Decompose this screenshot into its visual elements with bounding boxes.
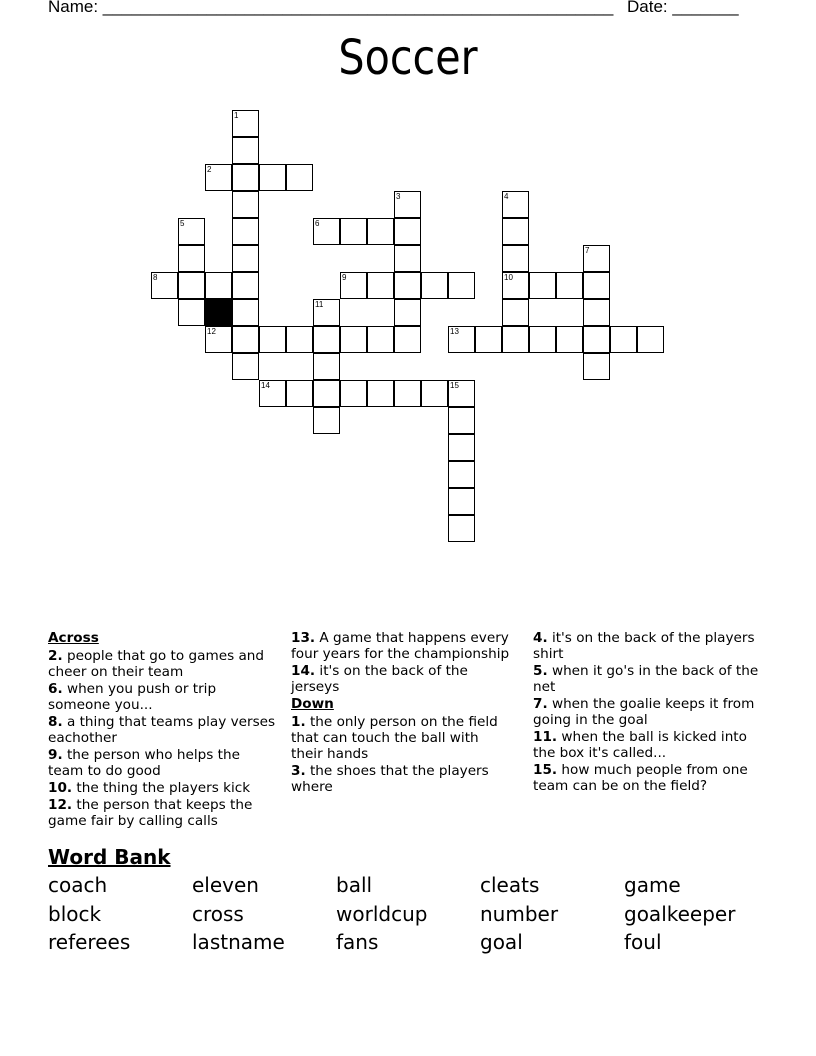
grid-cell[interactable] [502,326,529,353]
clue-text: when you push or trip someone you... [48,681,217,713]
grid-cell[interactable] [583,272,610,299]
clue-number: 3. [291,763,306,779]
grid-cell[interactable] [502,245,529,272]
word-bank-title: Word Bank [48,845,171,869]
grid-cell[interactable] [367,326,394,353]
grid-cell[interactable] [178,218,205,245]
grid-cell[interactable] [367,218,394,245]
word-bank-word: worldcup [336,901,428,926]
clue-across-12 [48,797,278,829]
grid-cell[interactable] [394,218,421,245]
clue-text: it's on the back of the jerseys [291,663,468,695]
clue-text: when it go's in the back of the net [533,663,759,695]
cell-number: 13 [450,327,459,336]
word-bank-word: foul [624,930,662,954]
clue-text: when the goalie keeps it from going in the goal [533,696,755,728]
word-bank-word: referees [48,930,131,954]
grid-cell[interactable] [232,353,259,380]
clue-across-8 [48,714,278,746]
clues-column-2 [291,630,513,796]
clue-text: the person that keeps the game fair by calling calls [48,797,253,829]
clue-text: A game that happens every four years for the championship [291,630,510,662]
name-field[interactable]: Name: ______________________________________________________ [48,0,614,16]
clue-number: 11. [533,729,558,745]
word-bank-word: number [480,901,559,926]
clue-text: the thing the players kick [72,780,251,796]
black-cell [205,299,232,326]
grid-cell[interactable] [583,353,610,380]
grid-cell[interactable] [583,326,610,353]
cell-number: 1 [234,111,239,120]
date-field[interactable]: Date: _______ [627,0,739,16]
clue-number: 9. [48,747,63,763]
grid-cell[interactable] [340,272,367,299]
grid-cell[interactable] [313,380,340,407]
clues-column-1 [48,630,278,830]
grid-cell[interactable] [232,326,259,353]
cell-number: 4 [504,192,509,201]
word-bank-word: ball [336,873,373,897]
grid-cell[interactable] [232,299,259,326]
clue-across-2 [48,648,278,680]
clue-number: 2. [48,648,63,664]
word-bank-word: cleats [480,873,540,897]
clue-text: the only person on the field that can touch the ball with their hands [291,714,498,762]
word-bank-word: lastname [192,930,285,954]
grid-cell[interactable] [340,380,367,407]
grid-cell[interactable] [448,461,475,488]
clue-text: a thing that teams play verses eachother [48,714,276,746]
grid-cell[interactable] [232,110,259,137]
grid-cell[interactable] [448,434,475,461]
page-title: Soccer [338,30,478,86]
grid-cell[interactable] [205,164,232,191]
grid-cell[interactable] [313,407,340,434]
clue-number: 15. [533,762,558,778]
cell-number: 6 [315,219,320,228]
clue-across-10 [48,780,278,796]
clue-down-1 [291,714,513,762]
cell-number: 2 [207,165,212,174]
word-bank-word: block [48,901,102,926]
grid-cell[interactable] [313,326,340,353]
grid-cell[interactable] [529,326,556,353]
clue-number: 8. [48,714,63,730]
grid-cell[interactable] [313,218,340,245]
clue-text: the shoes that the players where [291,763,489,795]
clue-across-9 [48,747,278,779]
grid-cell[interactable] [637,326,664,353]
clue-number: 10. [48,780,73,796]
grid-cell[interactable] [259,380,286,407]
down-heading: Down [291,696,334,712]
grid-cell[interactable] [259,326,286,353]
grid-cell[interactable] [502,299,529,326]
grid-cell[interactable] [205,272,232,299]
grid-cell[interactable] [529,272,556,299]
clue-down-11 [533,729,768,761]
grid-cell[interactable] [448,407,475,434]
grid-cell[interactable] [475,326,502,353]
grid-cell[interactable] [205,326,232,353]
cell-number: 10 [504,273,513,282]
clue-down-4 [533,630,768,662]
clue-text: people that go to games and cheer on their team [48,648,265,680]
clues-column-3 [533,630,768,795]
clue-down-15 [533,762,768,794]
clue-number: 5. [533,663,548,679]
grid-cell[interactable] [421,380,448,407]
cell-number: 12 [207,327,216,336]
grid-cell[interactable] [448,272,475,299]
cell-number: 15 [450,381,459,390]
grid-cell[interactable] [178,272,205,299]
grid-cell[interactable] [448,488,475,515]
grid-cell[interactable] [583,299,610,326]
grid-cell[interactable] [502,218,529,245]
grid-cell[interactable] [286,380,313,407]
clue-down-5 [533,663,768,695]
cell-number: 5 [180,219,185,228]
grid-cell[interactable] [232,137,259,164]
grid-cell[interactable] [556,326,583,353]
word-bank-word: goal [480,930,523,954]
grid-cell[interactable] [610,326,637,353]
grid-cell[interactable] [394,326,421,353]
word-bank-word: goalkeeper [624,901,736,926]
grid-cell[interactable] [313,299,340,326]
grid-cell[interactable] [232,245,259,272]
grid-cell[interactable] [151,272,178,299]
grid-cell[interactable] [232,272,259,299]
grid-cell[interactable] [286,164,313,191]
clue-number: 1. [291,714,306,730]
cell-number: 8 [153,273,158,282]
cell-number: 14 [261,381,270,390]
cell-number: 11 [315,300,324,309]
grid-cell[interactable] [232,218,259,245]
grid-cell[interactable] [394,380,421,407]
word-bank-word: eleven [192,873,259,897]
clue-text: how much people from one team can be on the field? [533,762,748,794]
grid-cell[interactable] [448,515,475,542]
grid-cell[interactable] [421,272,448,299]
grid-cell[interactable] [394,299,421,326]
word-bank-word: fans [336,930,379,954]
across-heading: Across [48,630,99,646]
clue-number: 14. [291,663,316,679]
clue-across-14 [291,663,513,695]
grid-cell[interactable] [556,272,583,299]
clue-text: it's on the back of the players shirt [533,630,755,662]
grid-cell[interactable] [583,245,610,272]
clue-number: 7. [533,696,548,712]
cell-number: 7 [585,246,590,255]
grid-cell[interactable] [340,218,367,245]
grid-cell[interactable] [394,245,421,272]
clue-number: 12. [48,797,73,813]
clue-down-7 [533,696,768,728]
cell-number: 9 [342,273,347,282]
word-bank-word: cross [192,901,244,926]
word-bank-word: coach [48,873,108,897]
grid-cell[interactable] [178,245,205,272]
grid-cell[interactable] [502,191,529,218]
grid-cell[interactable] [367,380,394,407]
grid-cell[interactable] [502,272,529,299]
word-bank-word: game [624,873,681,897]
clue-number: 6. [48,681,63,697]
clue-across-6 [48,681,278,713]
grid-cell[interactable] [232,164,259,191]
grid-cell[interactable] [448,326,475,353]
grid-cell[interactable] [448,380,475,407]
grid-cell[interactable] [286,326,313,353]
grid-cell[interactable] [394,272,421,299]
grid-cell[interactable] [178,299,205,326]
grid-cell[interactable] [232,191,259,218]
clue-number: 13. [291,630,316,646]
clue-number: 4. [533,630,548,646]
grid-cell[interactable] [340,326,367,353]
clue-down-3 [291,763,513,795]
grid-cell[interactable] [394,191,421,218]
clue-across-13 [291,630,513,662]
clue-text: when the ball is kicked into the box it's called... [533,729,747,761]
grid-cell[interactable] [259,164,286,191]
grid-cell[interactable] [367,272,394,299]
clue-text: the person who helps the team to do good [48,747,240,779]
grid-cell[interactable] [313,353,340,380]
cell-number: 3 [396,192,401,201]
